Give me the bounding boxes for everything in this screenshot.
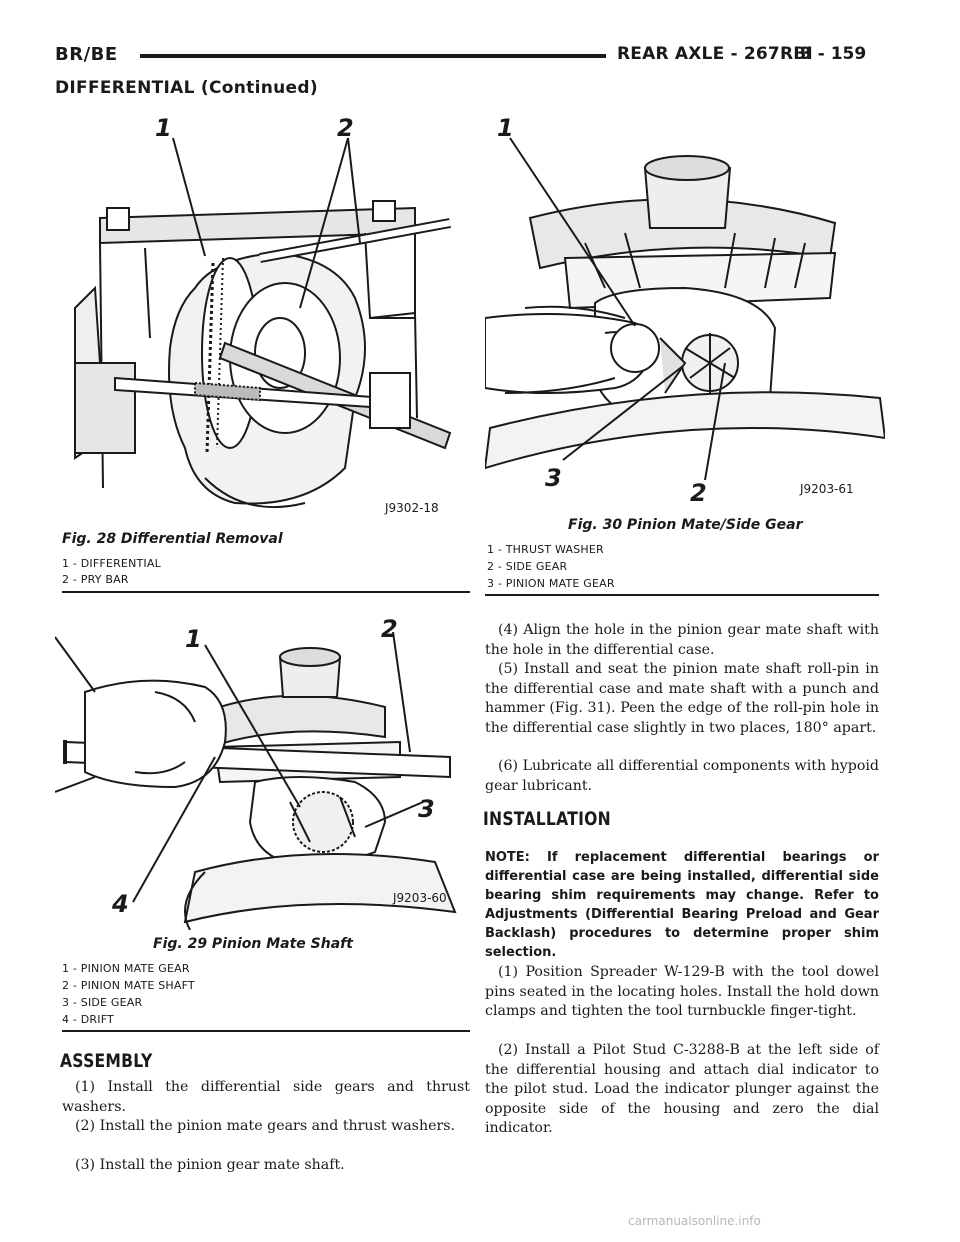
fig29-callout-2: 2 — [381, 615, 398, 643]
watermark: carmanualsonline.info — [628, 1214, 761, 1228]
figure-30-rule — [485, 594, 879, 596]
fig30-callout-3: 3 — [545, 464, 562, 492]
fig30-callout-1: 1 — [497, 114, 514, 142]
assembly-step-2: (2) Install the pinion mate gears and thrust washers. — [75, 1118, 456, 1134]
fig28-code: J9302-18 — [385, 501, 439, 515]
figure-28-illustration — [55, 108, 465, 528]
figure-29-legend-3: 3 - SIDE GEAR — [62, 996, 143, 1009]
fig29-callout-3: 3 — [418, 795, 435, 823]
assembly-step-1: (1) Install the differential side gears and thrust washers. — [62, 1079, 470, 1115]
assembly-heading: ASSEMBLY — [60, 1050, 153, 1072]
assembly-step-6: (6) Lubricate all differential components with hypoid gear lubricant. — [485, 758, 879, 794]
figure-28-rule — [62, 591, 470, 593]
figure-28-legend-2: 2 - PRY BAR — [62, 573, 129, 586]
figure-28-differential-removal — [55, 108, 465, 528]
fig28-callout-1: 1 — [155, 114, 172, 142]
header-rule — [140, 54, 606, 58]
figure-30-illustration — [485, 108, 885, 518]
section-header: DIFFERENTIAL (Continued) — [55, 78, 318, 98]
fig30-code: J9203-61 — [800, 482, 854, 496]
figure-29-legend-4: 4 - DRIFT — [62, 1013, 114, 1026]
header-page-number: 3 - 159 — [800, 44, 867, 64]
figure-29-legend-2: 2 - PINION MATE SHAFT — [62, 979, 195, 992]
fig29-callout-1: 1 — [185, 625, 202, 653]
fig29-code: J9203-60 — [393, 891, 447, 905]
figure-29-legend-1: 1 - PINION MATE GEAR — [62, 962, 190, 975]
figure-30-legend-1: 1 - THRUST WASHER — [487, 543, 604, 556]
header-model: BR/BE — [55, 44, 118, 65]
header-title: REAR AXLE - 267RBI — [617, 44, 813, 64]
figure-29-illustration — [55, 612, 465, 930]
figure-29-pinion-mate-shaft — [55, 612, 465, 930]
figure-28-caption: Fig. 28 Differential Removal — [62, 531, 283, 547]
figure-30-legend-3: 3 - PINION MATE GEAR — [487, 577, 615, 590]
figure-30-legend-2: 2 - SIDE GEAR — [487, 560, 568, 573]
installation-heading: INSTALLATION — [483, 808, 611, 830]
fig28-callout-2: 2 — [337, 114, 354, 142]
installation-step-2: (2) Install a Pilot Stud C-3288-B at the left side of the differential housing and attach dial indicator to the pilot stud. Load the indicator plunger against the opposite side of the housing and zero the dial indicator. — [485, 1042, 879, 1136]
fig30-callout-2: 2 — [690, 479, 707, 507]
fig29-callout-4: 4 — [112, 890, 129, 918]
assembly-step-4: (4) Align the hole in the pinion gear mate shaft with the hole in the differential case. — [485, 622, 879, 658]
figure-29-rule — [62, 1030, 470, 1032]
figure-29-caption: Fig. 29 Pinion Mate Shaft — [153, 936, 353, 952]
figure-30-pinion-mate-side-gear — [485, 108, 885, 518]
assembly-step-3: (3) Install the pinion gear mate shaft. — [75, 1157, 345, 1173]
figure-28-legend-1: 1 - DIFFERENTIAL — [62, 557, 161, 570]
figure-30-caption: Fig. 30 Pinion Mate/Side Gear — [568, 517, 803, 533]
installation-step-1: (1) Position Spreader W-129-B with the tool dowel pins seated in the locating holes. Install the hold down clamps and tighten the tool turnbuckle finger-tight. — [485, 964, 879, 1019]
installation-note: NOTE: If replacement differential bearings or differential case are being installed, differential side bearing shim requirements may change. Refer to Adjustments (Differential Bearing Preload and Gear Backlash) procedures to determine proper shim selection. — [485, 850, 879, 960]
assembly-step-5: (5) Install and seat the pinion mate shaft roll-pin in the differential case and mate shaft with a punch and hammer (Fig. 31). Peen the edge of the roll-pin hole in the differential case slightly in two places, 180° apart. — [485, 661, 879, 736]
